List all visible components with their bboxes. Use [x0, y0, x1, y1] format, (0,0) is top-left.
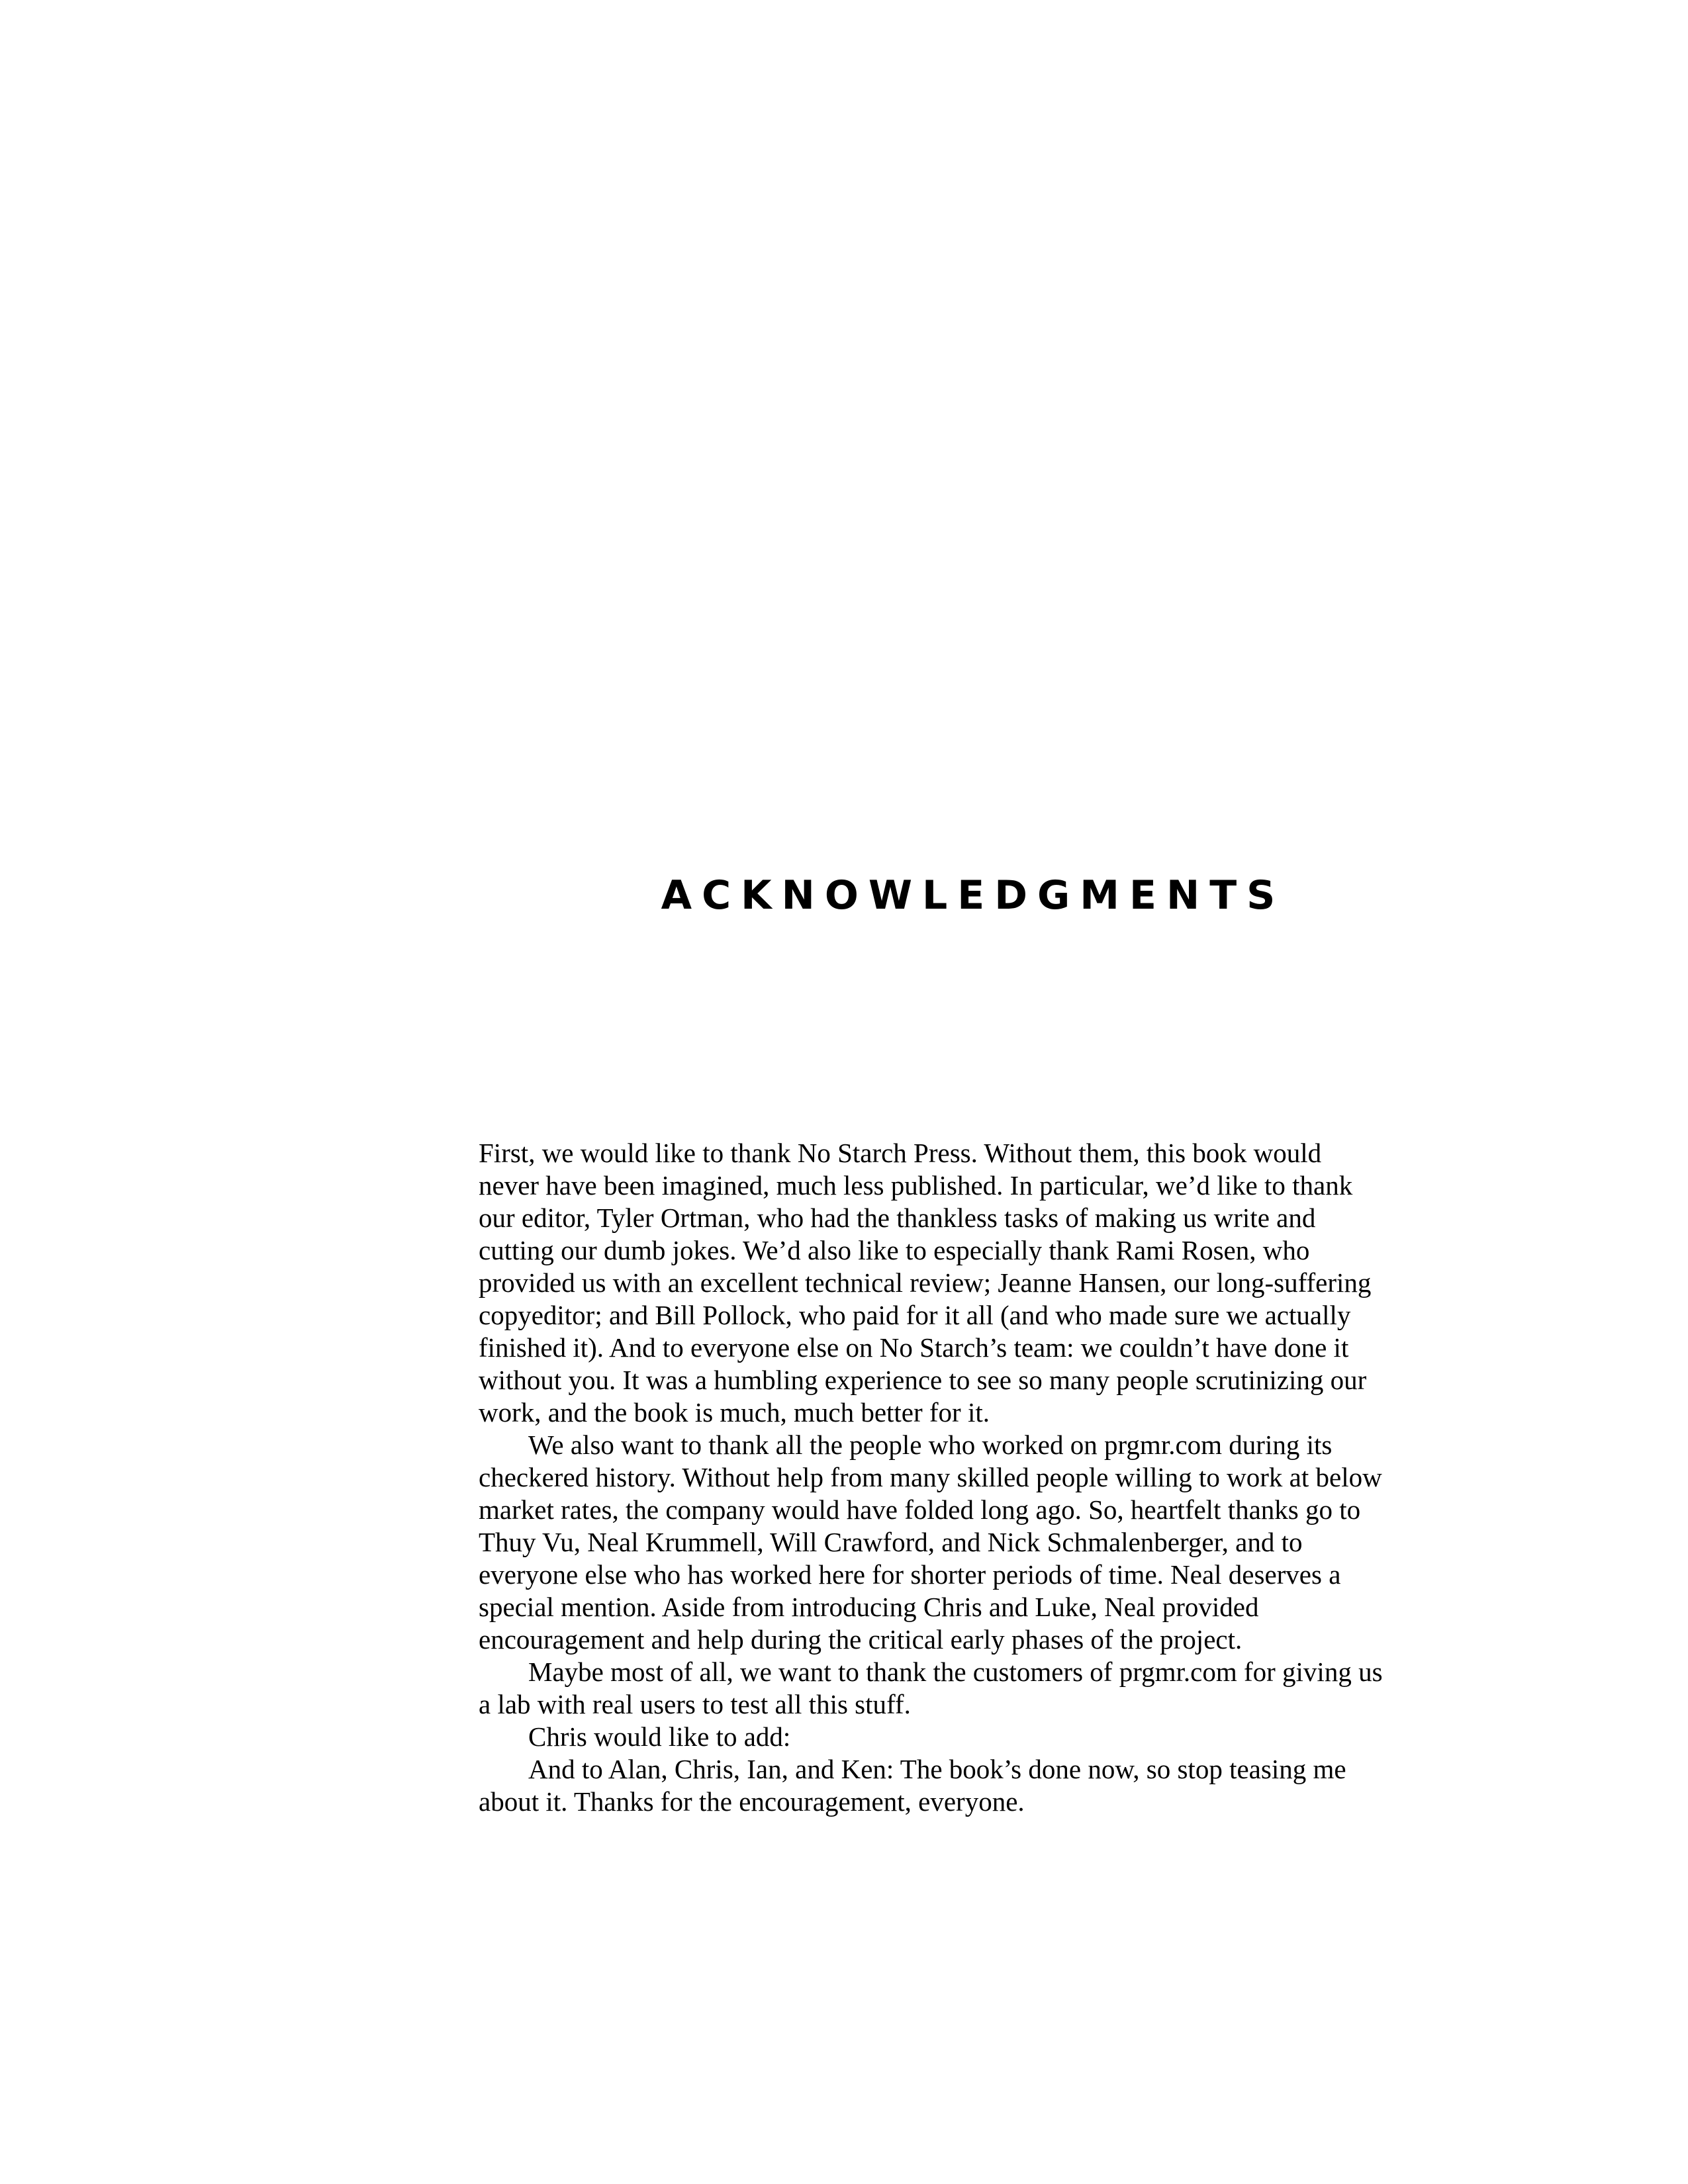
paragraph-customers-thanks: Maybe most of all, we want to thank the customers of prgmr.com for giving us a lab with real users to test all this stuff. [479, 1657, 1383, 1719]
page-title: ACKNOWLEDGMENTS [661, 872, 1286, 919]
paragraph-prgmr-staff-thanks: We also want to thank all the people who worked on prgmr.com during its checkered history. Without help from many skilled people willing to work at below market rates, the company would have folded long ago. So, heartfelt thanks go to Thuy Vu, Neal Krummell, Will Crawford, and Nick Schmalenberger, and to everyone else who has worked here for shorter periods of time. Neal deserves a special mention. Aside from introducing Chris and Luke, Neal provided encouragement and help during the critical early phases of the project. [479, 1430, 1382, 1655]
paragraph-chris-intro: Chris would like to add: [528, 1721, 791, 1752]
paragraph-chris-thanks: And to Alan, Chris, Ian, and Ken: The book’s done now, so stop teasing me about it. Thanks for the encouragement, everyone. [479, 1754, 1346, 1817]
paragraph-no-starch-thanks: First, we would like to thank No Starch Press. Without them, this book would never have been imagined, much less published. In particular, we’d like to thank our editor, Tyler Ortman, who had the thankless tasks of making us write and cutting our dumb jokes. We’d also like to especially thank Rami Rosen, who provided us with an excellent technical review; Jeanne Hansen, our long-suffering copyeditor; and Bill Pollock, who paid for it all (and who made sure we actually finished it). And to everyone else on No Starch’s team: we couldn’t have done it without you. It was a humbling experience to see so many people scrutinizing our work, and the book is much, much better for it. [479, 1138, 1372, 1428]
acknowledgments-body [479, 1137, 1385, 1818]
